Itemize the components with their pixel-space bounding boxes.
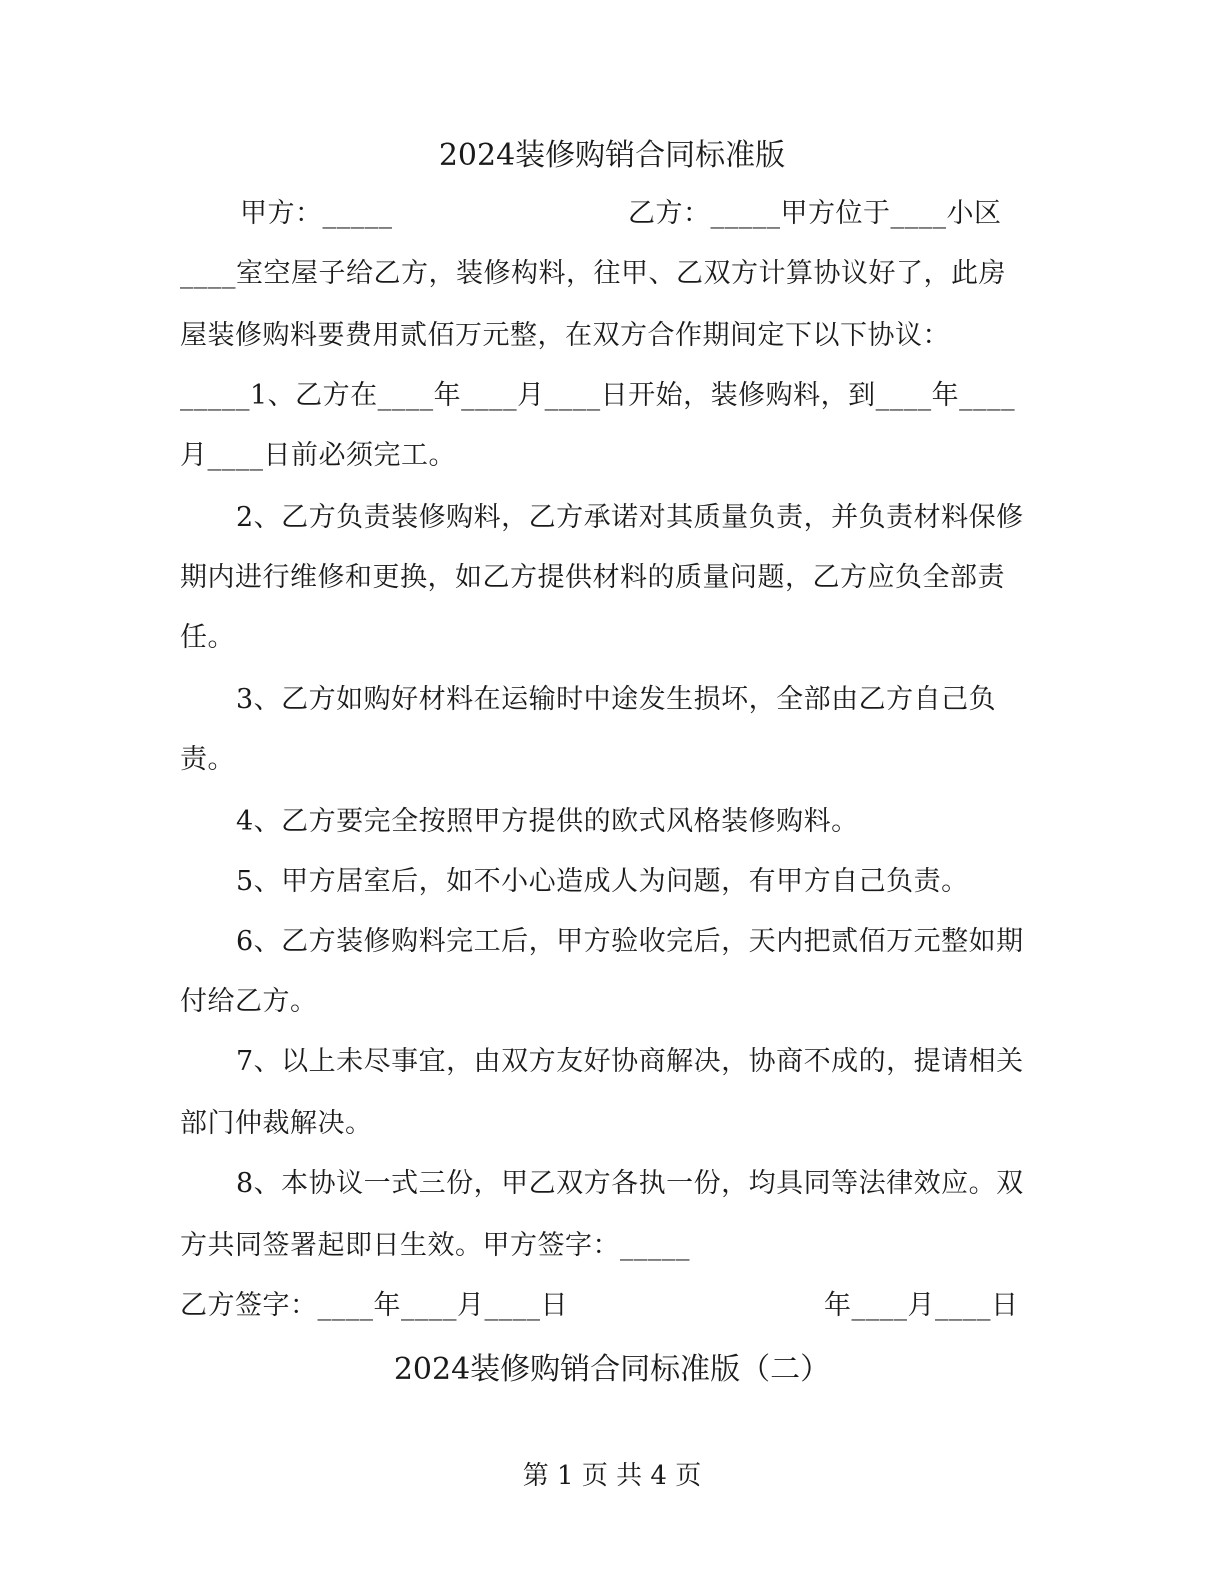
clause-8-line-2: 方共同签署起即日生效。甲方签字：_____ bbox=[180, 1230, 690, 1261]
clause-7-line-1: 7、以上未尽事宜，由双方友好协商解决，协商不成的，提请相关 bbox=[236, 1046, 1024, 1077]
clause-2-line-3: 任。 bbox=[180, 622, 235, 653]
clause-8-line-1: 8、本协议一式三份，甲乙双方各执一份，均具同等法律效应。双 bbox=[236, 1168, 1024, 1199]
clause-3-line-2: 责。 bbox=[180, 744, 235, 775]
clause-4: 4、乙方要完全按照甲方提供的欧式风格装修购料。 bbox=[236, 806, 859, 837]
intro-line-2: ____室空屋子给乙方，装修构料，往甲、乙双方计算协议好了，此房 bbox=[180, 258, 1006, 289]
clause-5: 5、甲方居室后，如不小心造成人为问题，有甲方自己负责。 bbox=[236, 866, 969, 897]
intro-line-3: 屋装修购料要费用贰佰万元整，在双方合作期间定下以下协议： bbox=[180, 320, 950, 351]
party-b-intro: 乙方：_____甲方位于____小区 bbox=[628, 198, 1002, 229]
clause-1-line-2: 月____日前必须完工。 bbox=[180, 440, 456, 471]
clause-6-line-2: 付给乙方。 bbox=[180, 986, 318, 1017]
clause-1-line-1: _____1、乙方在____年____月____日开始，装修购料，到____年____ bbox=[180, 380, 1016, 411]
document-subtitle: 2024装修购销合同标准版（二） bbox=[393, 1352, 831, 1387]
clause-3-line-1: 3、乙方如购好材料在运输时中途发生损坏，全部由乙方自己负 bbox=[236, 684, 997, 715]
signature-party-b: 乙方签字：____年____月____日 bbox=[180, 1290, 568, 1321]
clause-2-line-1: 2、乙方负责装修购料，乙方承诺对其质量负责，并负责材料保修 bbox=[236, 502, 1024, 533]
page-footer: 第 1 页 共 4 页 bbox=[522, 1461, 702, 1491]
clause-2-line-2: 期内进行维修和更换，如乙方提供材料的质量问题，乙方应负全部责 bbox=[180, 562, 1005, 593]
party-a-label: 甲方：_____ bbox=[240, 198, 393, 229]
signature-date-right: 年____月____日 bbox=[824, 1290, 1019, 1321]
document-title: 2024装修购销合同标准版 bbox=[438, 138, 786, 173]
clause-7-line-2: 部门仲裁解决。 bbox=[180, 1108, 373, 1139]
clause-6-line-1: 6、乙方装修购料完工后，甲方验收完后，天内把贰佰万元整如期 bbox=[236, 926, 1024, 957]
